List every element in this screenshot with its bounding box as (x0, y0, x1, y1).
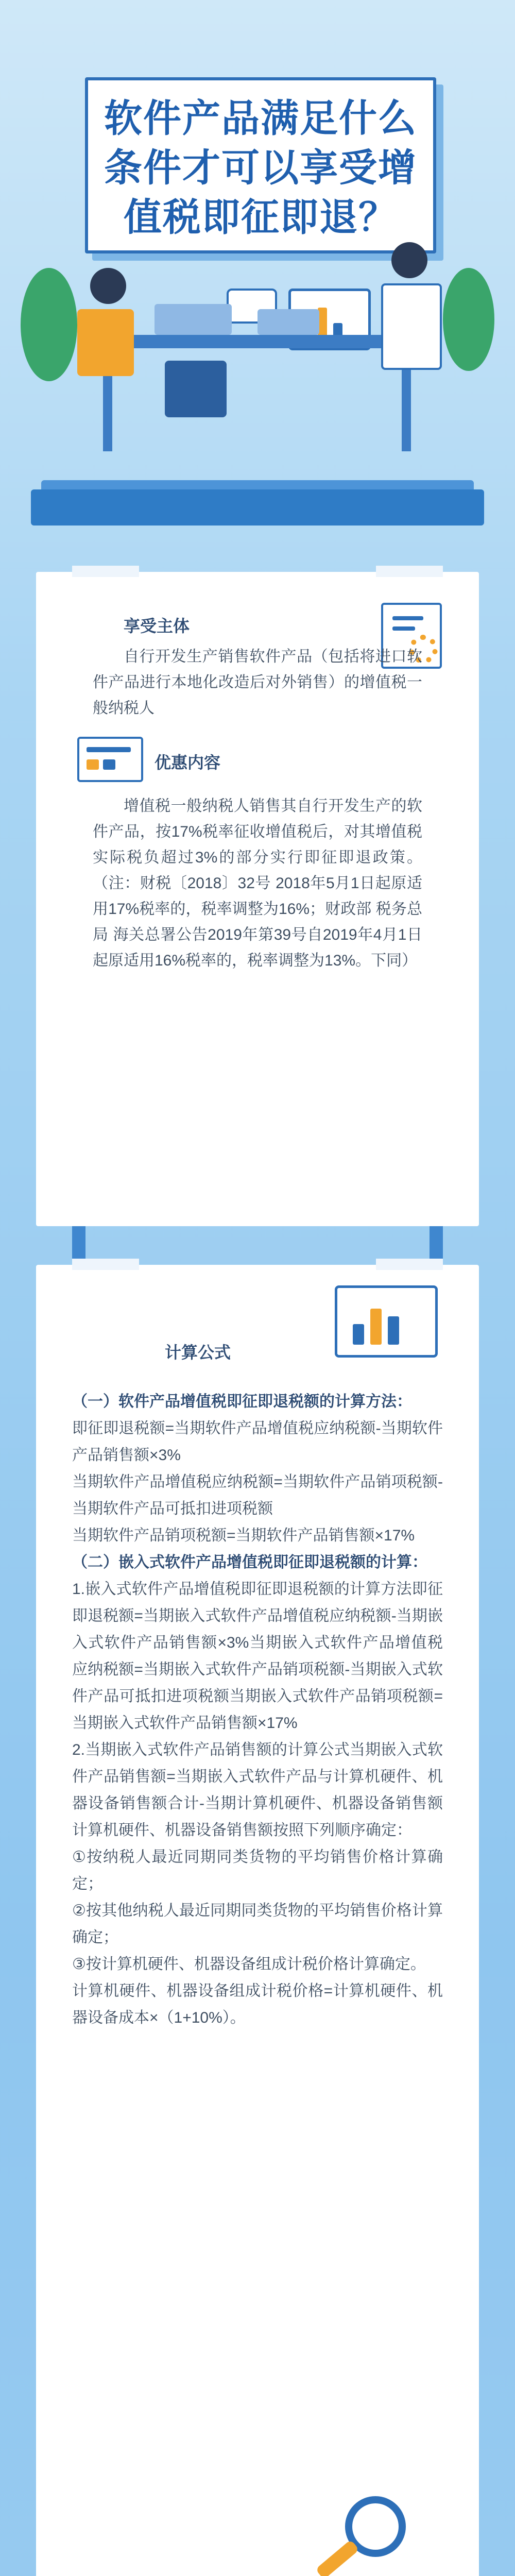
formula-line: 1.嵌入式软件产品增值税即征即退税额的计算方法即征即退税额=当期嵌入式软件产品增值税应纳税额-当期嵌入式软件产品销售额×3%当期嵌入式软件产品增值税应纳税额=当期嵌入式软件产品销项税额-当期嵌入式软件产品可抵扣进项税额当期嵌入式软件产品销项税额=当期嵌入式软件产品销售额×17% (72, 1581, 443, 1732)
formula-line: 即征即退税额=当期软件产品增值税应纳税额-当期软件产品销售额×3% (72, 1420, 443, 1464)
card-formula (36, 1265, 479, 2576)
formula-line: ①按纳税人最近同期同类货物的平均销售价格计算确定； (72, 1849, 443, 1892)
person-head-icon (391, 242, 427, 278)
title-line-2: 条件才可以享受增 (104, 146, 417, 189)
magnifier-handle-icon (315, 2539, 359, 2576)
page-title (104, 94, 418, 242)
section-title-formula: 计算公式 (165, 1343, 231, 1362)
card-tab (376, 566, 443, 577)
laptop-icon (258, 309, 319, 335)
title-line-1: 软件产品满足什么 (104, 97, 417, 140)
formula-line: （二）嵌入式软件产品增值税即征即退税额的计算： (72, 1554, 427, 1571)
formula-text (72, 1388, 443, 2031)
presentation-icon (335, 1285, 438, 1358)
formula-line: 当期软件产品增值税应纳税额=当期软件产品销项税额-当期软件产品可抵扣进项税额 (72, 1473, 443, 1517)
hero-ribbon (31, 489, 484, 526)
formula-line: （一）软件产品增值税即征即退税额的计算方法： (72, 1393, 412, 1410)
hero-banner (0, 0, 515, 536)
card-tab (72, 1259, 139, 1270)
person-head-icon (90, 268, 126, 304)
formula-line: 当期软件产品销项税额=当期软件产品销售额×17% (72, 1527, 415, 1544)
person-body-icon (77, 309, 134, 376)
card-tab (376, 1259, 443, 1270)
plant-icon (443, 268, 494, 371)
card-tab (72, 566, 139, 577)
section-title-subject: 享受主体 (124, 617, 190, 635)
title-box (85, 77, 436, 253)
person-body-icon (381, 283, 442, 370)
chair-icon (165, 361, 227, 417)
plant-icon (21, 268, 77, 381)
section-title-benefit: 优惠内容 (154, 753, 221, 772)
section-body-subject: 自行开发生产销售软件产品（包括将进口软件产品进行本地化改造后对外销售）的增值税一般纳税人 (93, 648, 422, 717)
section-body-benefit: 增值税一般纳税人销售其自行开发生产的软件产品，按17%税率征收增值税后，对其增值税实际税负超过3%的部分实行即征即退政策。（注：财税〔2018〕32号 2018年5月1日起原适用17%税率的，税率调整为16%；财政部 税务总局 海关总署公告2019年第39号自2019年4月1日起原适用16%税率的，税率调整为13%。下同） (93, 798, 422, 969)
title-line-3: 值税即征即退？ (124, 196, 398, 239)
formula-line: ②按其他纳税人最近同期同类货物的平均销售价格计算确定； (72, 1902, 443, 1946)
formula-line: 计算机硬件、机器设备组成计税价格=计算机硬件、机器设备成本×（1+10%）。 (72, 1982, 443, 2026)
formula-line: 2.当期嵌入式软件产品销售额的计算公式当期嵌入式软件产品销售额=当期嵌入式软件产品与计算机硬件、机器设备销售额合计-当期计算机硬件、机器设备销售额计算机硬件、机器设备销售额按照下列顺序确定： (72, 1741, 443, 1839)
formula-line: ③按计算机硬件、机器设备组成计税价格计算确定。 (72, 1956, 426, 1973)
laptop-icon (154, 304, 232, 335)
calculator-icon (77, 737, 143, 782)
card-eligibility-benefits (36, 572, 479, 1226)
